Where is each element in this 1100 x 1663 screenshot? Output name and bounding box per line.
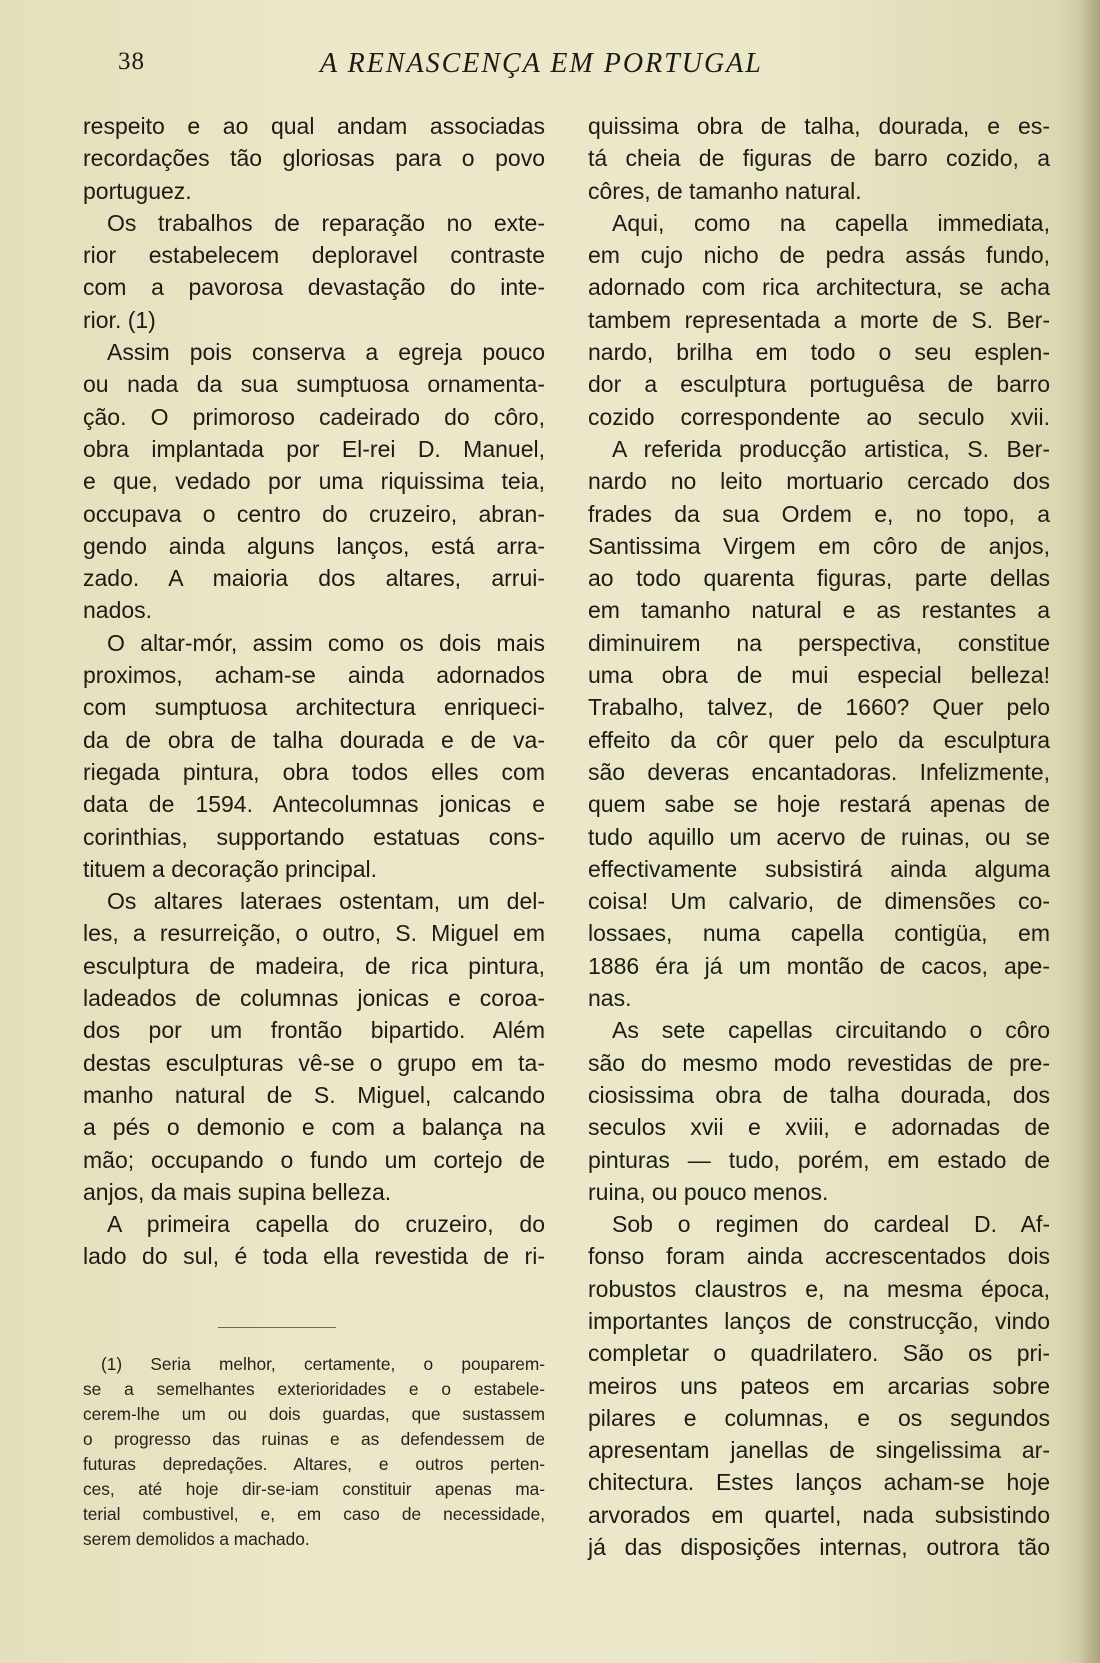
text-line: meiros uns pateos em arcarias sobre xyxy=(588,1372,1050,1399)
text-line: adornado com rica architectura, se acha xyxy=(588,274,1050,301)
page-number: 38 xyxy=(118,48,145,75)
text-line: Sob o regimen do cardeal D. Af- xyxy=(612,1211,1050,1238)
text-line: tituem a decoração principal. xyxy=(83,855,378,882)
footnote-line: terial combustivel, e, em caso de necessidade, xyxy=(83,1504,545,1524)
text-line: les, a resurreição, o outro, S. Miguel em xyxy=(83,920,545,947)
text-line: são do mesmo modo revestidas de pre- xyxy=(588,1049,1050,1076)
text-line: tá cheia de figuras de barro cozido, a xyxy=(588,145,1050,172)
text-line: ruina, ou pouco menos. xyxy=(588,1178,829,1205)
text-line: são deveras encantadoras. Infelizmente, xyxy=(588,758,1050,785)
text-line: fonso foram ainda accrescentados dois xyxy=(588,1243,1050,1270)
text-line: anjos, da mais supina belleza. xyxy=(83,1178,392,1205)
text-line: riegada pintura, obra todos elles com xyxy=(83,758,545,785)
footnote-line: se a semelhantes exterioridades e o estabele- xyxy=(83,1379,545,1399)
text-line: effeito da côr quer pelo da esculptura xyxy=(588,726,1050,753)
text-line: tudo aquillo um acervo de ruinas, ou se xyxy=(588,823,1050,850)
text-line: Santissima Virgem em côro de anjos, xyxy=(588,532,1050,559)
text-line: recordações tão gloriosas para o povo xyxy=(83,145,545,172)
text-line: rior estabelecem deploravel contraste xyxy=(83,242,545,269)
text-line: lossaes, numa capella contigüa, em xyxy=(588,920,1050,947)
text-line: zado. A maioria dos altares, arrui- xyxy=(83,565,545,592)
text-line: importantes lanços de construcção, vindo xyxy=(588,1307,1050,1334)
text-line: ladeados de columnas jonicas e coroa- xyxy=(83,985,545,1012)
text-line: effectivamente subsistirá ainda alguma xyxy=(588,855,1050,882)
text-line: tambem representada a morte de S. Ber- xyxy=(588,306,1050,333)
text-line: gendo ainda alguns lanços, está arra- xyxy=(83,532,545,559)
text-line: em cujo nicho de pedra assás fundo, xyxy=(588,242,1050,269)
text-line: respeito e ao qual andam associadas xyxy=(83,113,545,139)
running-title: A RENASCENÇA EM PORTUGAL xyxy=(320,48,763,79)
text-line: quissima obra de talha, dourada, e es- xyxy=(588,113,1050,139)
text-line: nardo, brilha em todo o seu esplen- xyxy=(588,339,1050,366)
text-line: corinthias, supportando estatuas cons- xyxy=(83,823,545,850)
text-line: pinturas — tudo, porém, em estado de xyxy=(588,1146,1050,1173)
footnote-line: serem demolidos a machado. xyxy=(83,1529,310,1549)
footnote-block xyxy=(83,1352,545,1552)
text-line: occupava o centro do cruzeiro, abran- xyxy=(83,500,545,527)
text-line: ao todo quarenta figuras, parte dellas xyxy=(588,565,1050,592)
text-line: já das disposições internas, outrora tão xyxy=(588,1534,1050,1561)
text-line: da de obra de talha dourada e de va- xyxy=(83,726,545,753)
text-line: O altar-mór, assim como os dois mais xyxy=(107,629,545,656)
text-line: cozido correspondente ao seculo xvii. xyxy=(588,403,1050,430)
text-line: 1886 éra já um montão de cacos, ape- xyxy=(588,952,1050,979)
text-line: nados. xyxy=(83,597,153,624)
text-line: com sumptuosa architectura enriqueci- xyxy=(83,694,545,721)
footnote-line: ces, até hoje dir-se-iam constituir apenas ma- xyxy=(83,1479,545,1499)
text-line: Os trabalhos de reparação no exte- xyxy=(107,209,545,236)
text-line: rior. (1) xyxy=(83,306,156,333)
text-line: apresentam janellas de singelissima ar- xyxy=(588,1437,1050,1464)
text-line: a pés o demonio e com a balança na xyxy=(83,1114,545,1141)
text-line: nas. xyxy=(588,985,632,1012)
text-line: uma obra de mui especial belleza! xyxy=(588,662,1050,689)
text-line: ou nada da sua sumptuosa ornamenta- xyxy=(83,371,545,398)
text-line: Trabalho, talvez, de 1660? Quer pelo xyxy=(588,694,1050,721)
text-line: portuguez. xyxy=(83,177,192,204)
text-line: destas esculpturas vê-se o grupo em ta- xyxy=(83,1049,545,1076)
text-line: data de 1594. Antecolumnas jonicas e xyxy=(83,791,545,818)
text-line: obra implantada por El-rei D. Manuel, xyxy=(83,435,545,462)
text-line: dor a esculptura portuguêsa de barro xyxy=(588,371,1050,398)
text-line: robustos claustros e, na mesma época, xyxy=(588,1275,1050,1302)
text-line: mão; occupando o fundo um cortejo de xyxy=(83,1146,545,1173)
text-line: Assim pois conserva a egreja pouco xyxy=(107,339,545,366)
text-line: completar o quadrilatero. São os pri- xyxy=(588,1340,1050,1367)
text-line: manho natural de S. Miguel, calcando xyxy=(83,1081,545,1108)
text-line: dos por um frontão bipartido. Além xyxy=(83,1017,545,1044)
text-line: coisa! Um calvario, de dimensões co- xyxy=(588,888,1050,915)
text-line: lado do sul, é toda ella revestida de ri- xyxy=(83,1243,545,1270)
text-line: A referida producção artistica, S. Ber- xyxy=(612,435,1050,462)
text-line: A primeira capella do cruzeiro, do xyxy=(107,1211,545,1238)
text-line: arvorados em quartel, nada subsistindo xyxy=(588,1501,1050,1528)
text-line: frades da sua Ordem e, no topo, a xyxy=(588,500,1050,527)
text-line: As sete capellas circuitando o côro xyxy=(612,1017,1050,1044)
text-line: côres, de tamanho natural. xyxy=(588,177,862,204)
text-line: chitectura. Estes lanços acham-se hoje xyxy=(588,1469,1050,1496)
left-text-column xyxy=(83,110,545,1273)
footnote-separator-rule xyxy=(218,1327,336,1328)
footnote-line: o progresso das ruinas e as defendessem de xyxy=(83,1429,545,1449)
footnote-line: futuras depredações. Altares, e outros perten- xyxy=(83,1454,545,1474)
text-line: esculptura de madeira, de rica pintura, xyxy=(83,952,545,979)
text-line: pilares e columnas, e os segundos xyxy=(588,1404,1050,1431)
text-line: com a pavorosa devastação do inte- xyxy=(83,274,545,301)
text-line: ção. O primoroso cadeirado do côro, xyxy=(83,403,545,430)
text-line: nardo no leito mortuario cercado dos xyxy=(588,468,1050,495)
right-text-column xyxy=(588,110,1050,1563)
text-line: Aqui, como na capella immediata, xyxy=(612,209,1050,236)
page-header xyxy=(0,48,1100,88)
text-line: Os altares lateraes ostentam, um del- xyxy=(107,888,545,915)
text-line: seculos xvii e xviii, e adornadas de xyxy=(588,1114,1050,1141)
text-line: e que, vedado por uma riquissima teia, xyxy=(83,468,545,495)
text-line: proximos, acham-se ainda adornados xyxy=(83,662,545,689)
footnote-line: cerem-lhe um ou dois guardas, que sustassem xyxy=(83,1404,545,1424)
text-line: em tamanho natural e as restantes a xyxy=(588,597,1050,624)
text-line: quem sabe se hoje restará apenas de xyxy=(588,791,1050,818)
text-line: ciosissima obra de talha dourada, dos xyxy=(588,1081,1050,1108)
footnote-line: (1) Seria melhor, certamente, o pouparem- xyxy=(101,1354,545,1374)
text-line: diminuirem na perspectiva, constitue xyxy=(588,629,1050,656)
page-edge-shadow xyxy=(1078,0,1100,1663)
